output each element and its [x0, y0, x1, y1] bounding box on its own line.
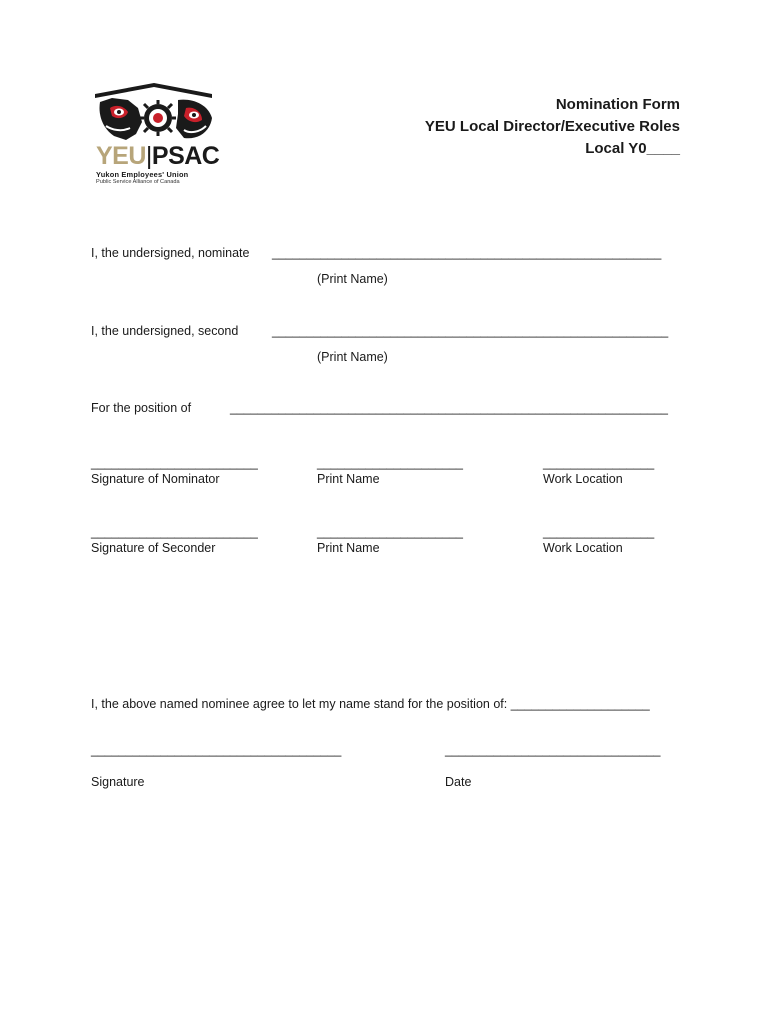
position-field[interactable]: _______________________________________________________________ [230, 401, 668, 415]
nominee-agreement-statement[interactable]: I, the above named nominee agree to let my name stand for the position of: ____________________ [91, 697, 650, 711]
nominee-signature-label: Signature [91, 775, 145, 789]
logo-subtitle-union: Yukon Employees' Union [96, 170, 189, 179]
seconder-signature-label: Signature of Seconder [91, 541, 216, 555]
form-title: Nomination Form [555, 96, 680, 113]
nominator-signature-label: Signature of Nominator [91, 472, 220, 486]
seconder-signature-field[interactable]: ________________________ [91, 525, 258, 539]
nominator-print-name-field[interactable]: _____________________ [317, 456, 463, 470]
seconder-work-location-field[interactable]: ________________ [543, 525, 655, 539]
position-label: For the position of [91, 401, 192, 415]
logo-divider: | [145, 142, 152, 170]
local-number-line[interactable]: Local Y0____ [585, 140, 680, 157]
yeu-psac-logo [92, 82, 218, 186]
seconder-print-name-hint: (Print Name) [317, 350, 388, 364]
nominator-print-name-label: Print Name [317, 472, 380, 486]
nominate-label: I, the undersigned, nominate [91, 246, 250, 260]
date-field[interactable]: _______________________________ [445, 743, 661, 757]
nominee-name-field[interactable]: ________________________________________________________ [272, 246, 662, 260]
formline-art-icon [92, 82, 218, 144]
seconder-name-field[interactable]: _________________________________________________________ [272, 324, 669, 338]
logo-psac-text: PSAC [151, 142, 220, 170]
seconder-print-name-label: Print Name [317, 541, 380, 555]
date-label: Date [445, 775, 472, 789]
nominator-work-location-label: Work Location [543, 472, 623, 486]
second-label: I, the undersigned, second [91, 324, 239, 338]
form-subtitle: YEU Local Director/Executive Roles [424, 118, 680, 135]
seconder-print-name-field[interactable]: _____________________ [317, 525, 463, 539]
logo-yeu-text: YEU [96, 142, 146, 170]
nominator-signature-field[interactable]: ________________________ [91, 456, 258, 470]
nominee-print-name-hint: (Print Name) [317, 272, 388, 286]
logo-wordmark [96, 142, 219, 170]
seconder-work-location-label: Work Location [543, 541, 623, 555]
logo-subtitle-alliance: Public Service Alliance of Canada [96, 179, 180, 185]
nominee-signature-field[interactable]: ____________________________________ [91, 743, 342, 757]
nominator-work-location-field[interactable]: ________________ [543, 456, 655, 470]
